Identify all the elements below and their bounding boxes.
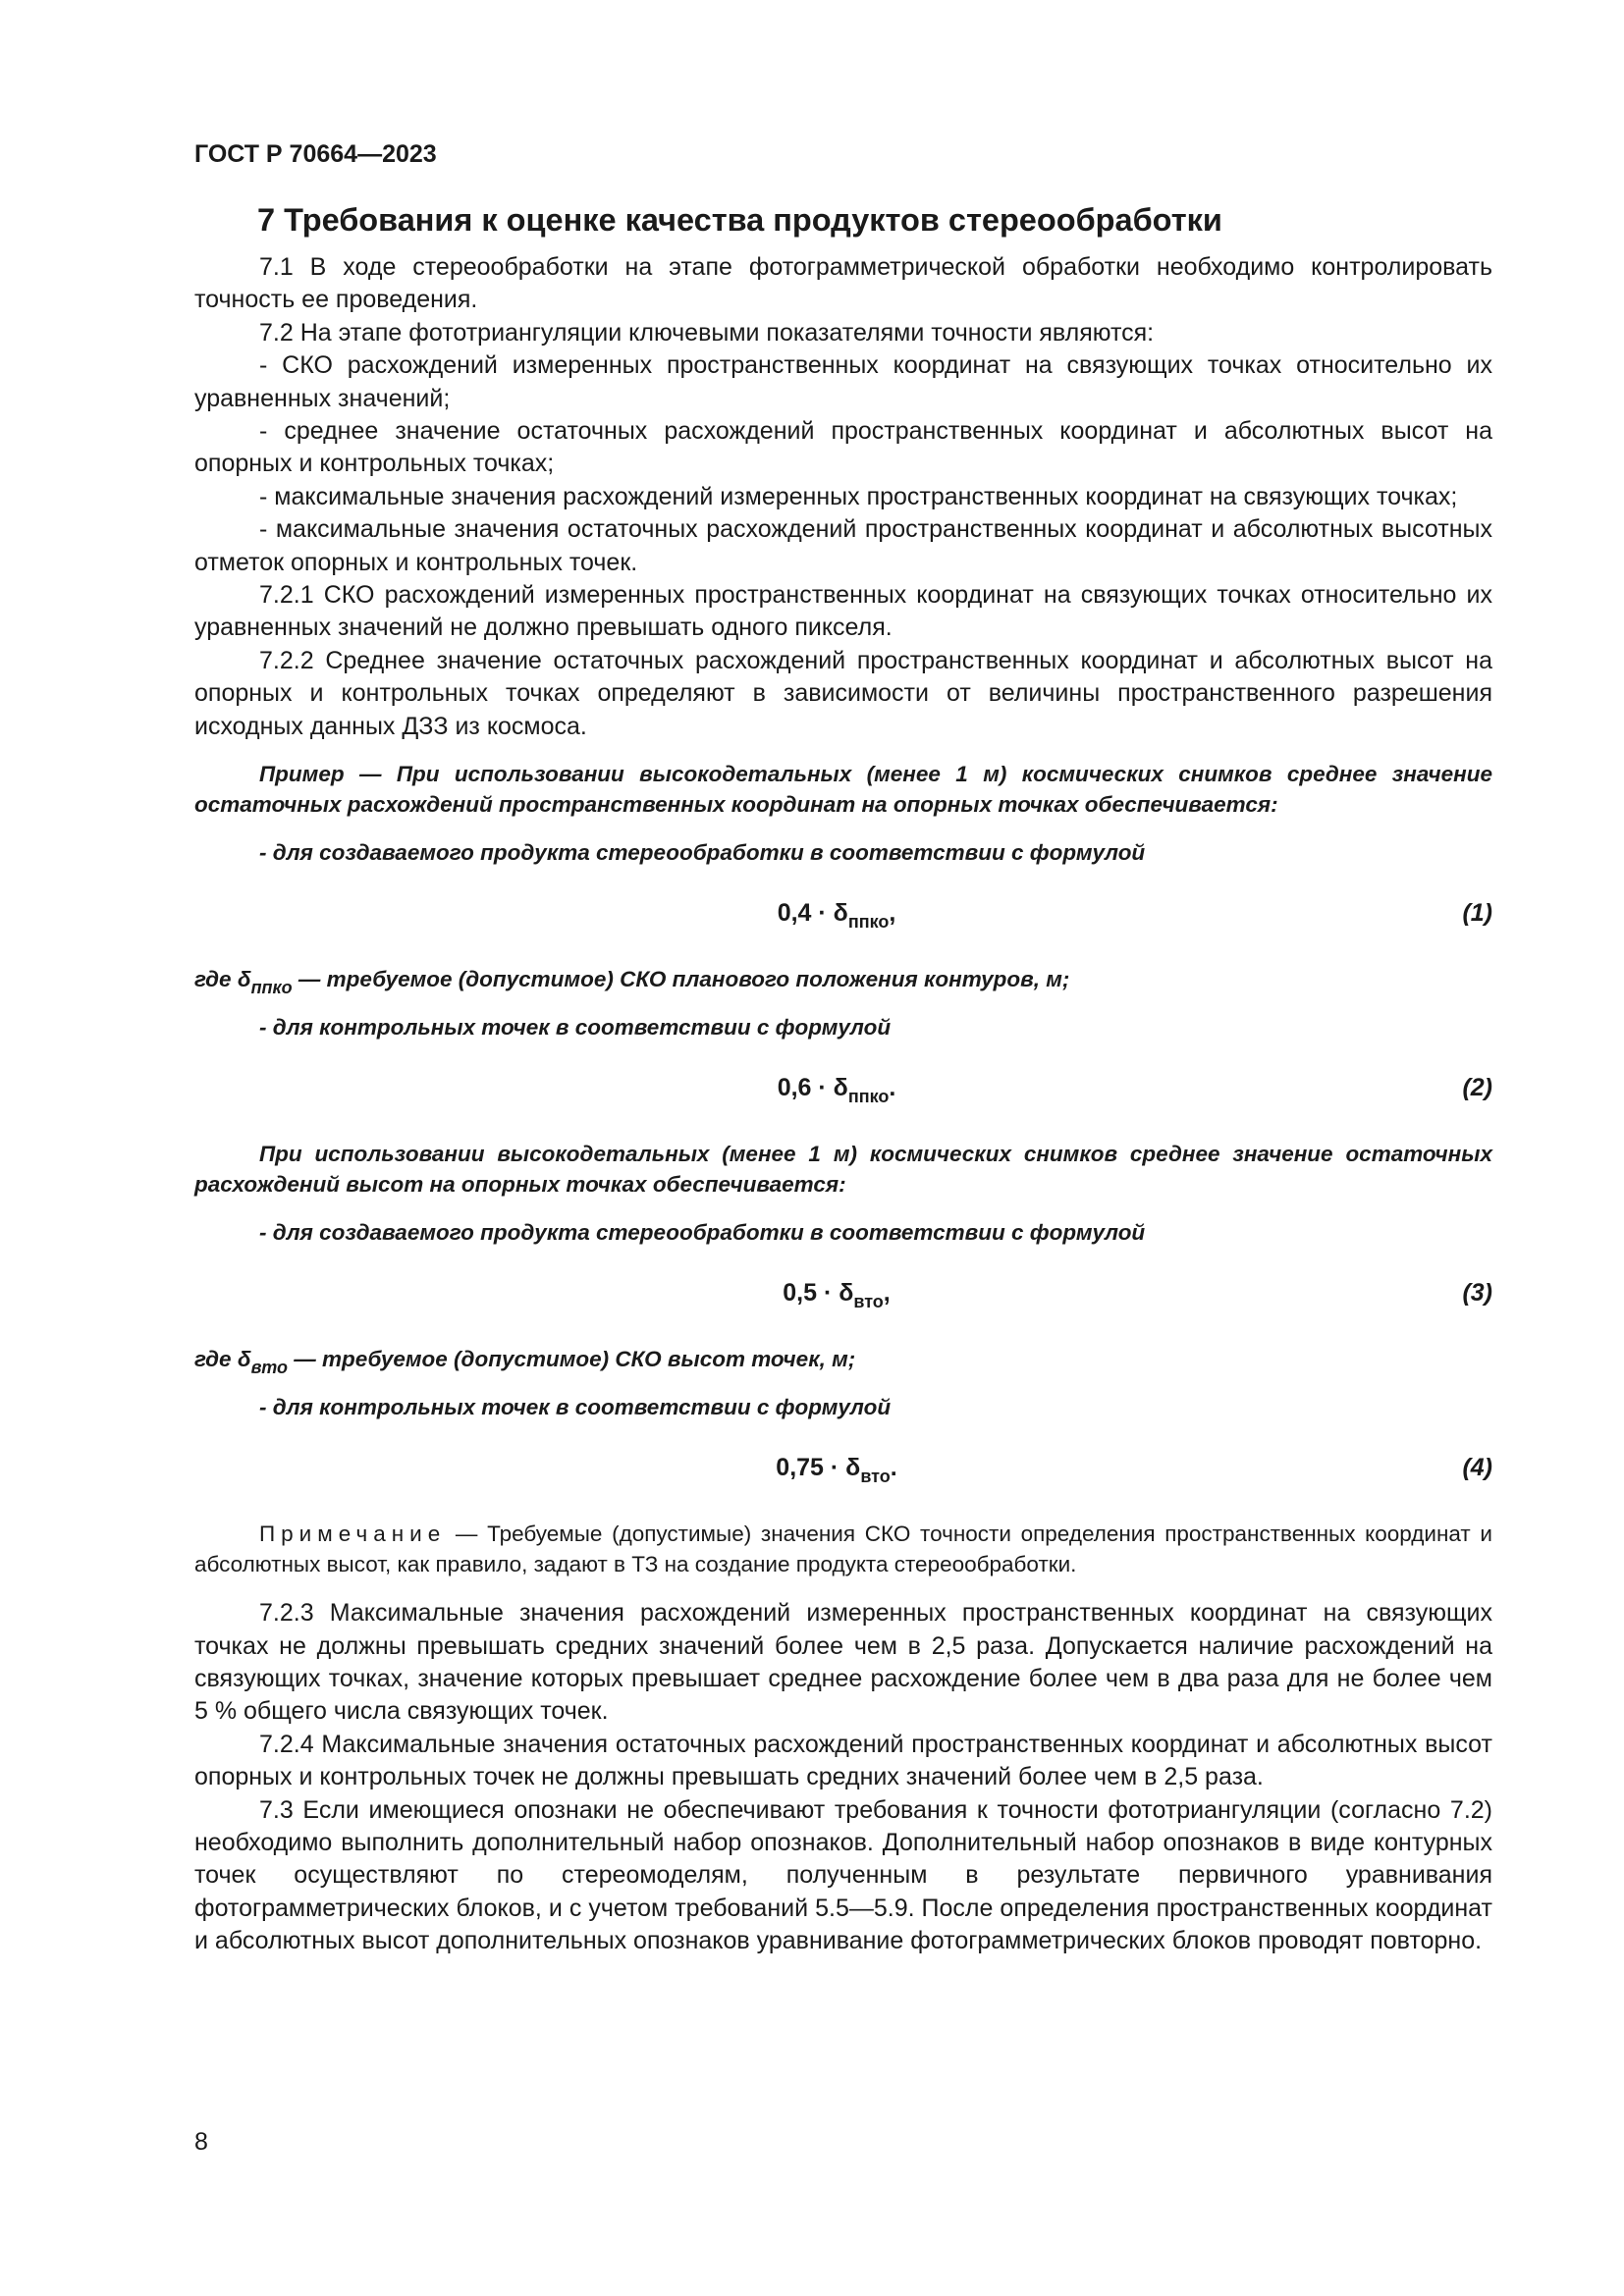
formula-3-end: , [883, 1279, 891, 1308]
note [194, 1519, 1492, 1579]
bullet-item: - максимальные значения остаточных расхождений пространственных координат и абсолютных высотных отметок опорных и контрольных точек. [194, 515, 1492, 576]
formula-1-number: (1) [1462, 899, 1492, 928]
paragraph-7-2-1: 7.2.1 СКО расхождений измеренных пространственных координат на связующих точках относительно их уравненных значений не должно превышать одного пикселя. [194, 581, 1492, 642]
paragraph-7-2: 7.2 На этапе фототриангуляции ключевыми показателями точности являются: [259, 318, 1155, 347]
formula-1-subscript: ппко [847, 912, 890, 933]
formula-2-subscript: ппко [847, 1087, 890, 1107]
formula-4-end: . [890, 1454, 897, 1482]
formula-2 [194, 1074, 1492, 1107]
paragraph-7-2-2: 7.2.2 Среднее значение остаточных расхождений пространственных координат и абсолютных высот на опорных и контрольных точках определяют в зависимости от величины пространственного разрешения исходных данных ДЗЗ из космоса. [194, 646, 1492, 740]
formula-1-end: , [889, 899, 896, 928]
paragraph-7-3: 7.3 Если имеющиеся опознаки не обеспечивают требования к точности фототриангуляции (согласно 7.2) необходимо выполнить дополнительный набор опознаков. Дополнительный набор опознаков в виде контурных точек осуществляют по стереомоделям, полученным в результате первичного уравнивания фотограмметрических блоков, и с учетом требований 5.5—5.9. После определения пространственных координат и абсолютных высот дополнительных опознаков уравнивание фотограмметрических блоков проводят повторно. [194, 1795, 1492, 1955]
example-item-control: - для контрольных точек в соответствии с формулой [259, 1015, 892, 1041]
example-item-product-2: - для создаваемого продукта стереообработки в соответствии с формулой [259, 1220, 1146, 1246]
page-number: 8 [194, 2128, 208, 2156]
formula-3-subscript: вто [853, 1292, 884, 1312]
bullet-item: - максимальные значения расхождений измеренных пространственных координат на связующих точках; [259, 482, 1458, 510]
formula-3-number: (3) [1462, 1279, 1492, 1308]
paragraph-7-1: 7.1 В ходе стереообработки на этапе фотограмметрической обработки необходимо контролировать точность ее проведения. [194, 253, 1492, 314]
formula-4-number: (4) [1462, 1454, 1492, 1482]
example-intro-2: При использовании высокодетальных (менее 1 м) космических снимков среднее значение остаточных расхождений высот на опорных точках обеспечивается: [194, 1142, 1492, 1198]
example-item-product: - для создаваемого продукта стереообработки в соответствии с формулой [259, 840, 1146, 866]
formula-1 [194, 899, 1492, 933]
paragraph-7-2-4: 7.2.4 Максимальные значения остаточных расхождений пространственных координат и абсолютных высот опорных и контрольных точек не должны превышать средних значений более чем в 2,5 раза. [194, 1730, 1492, 1791]
where-definition-1: где $\delta_{ппко}$ — требуемое (допустимое) СКО планового положения контуров, м; [194, 967, 1070, 998]
formula-4-coef: 0,75 · δ [776, 1454, 861, 1482]
formula-1-coef: 0,4 · δ [777, 899, 848, 928]
formula-2-number: (2) [1462, 1074, 1492, 1102]
note-label: Примечание [259, 1522, 447, 1547]
example-item-control-2: - для контрольных точек в соответствии с формулой [259, 1395, 892, 1420]
paragraph-7-2-3: 7.2.3 Максимальные значения расхождений измеренных пространственных координат на связующих точках не должны превышать средних значений более чем в 2,5 раза. Допускается наличие расхождений на связующих точках, значение которых превышает среднее расхождение более чем в два раза для не более чем 5 % общего числа связующих точек. [194, 1599, 1492, 1726]
where-definition-2: где $\delta_{вто}$ — требуемое (допустимое) СКО высот точек, м; [194, 1347, 856, 1378]
bullet-item: - среднее значение остаточных расхождений пространственных координат и абсолютных высот на опорных и контрольных точках; [194, 417, 1492, 478]
formula-3-coef: 0,5 · δ [783, 1279, 854, 1308]
formula-4 [194, 1454, 1492, 1487]
section-title: 7 Требования к оценке качества продуктов стереообработки [257, 202, 1222, 238]
bullet-item: - СКО расхождений измеренных пространственных координат на связующих точках относительно их уравненных значений; [194, 351, 1492, 412]
formula-2-coef: 0,6 · δ [777, 1074, 848, 1102]
standard-header: ГОСТ Р 70664—2023 [194, 140, 437, 168]
document-page [194, 137, 1492, 1958]
example-intro: Пример — При использовании высокодетальных (менее 1 м) космических снимков среднее значение остаточных расхождений пространственных координат на опорных точках обеспечивается: [194, 762, 1492, 818]
formula-2-end: . [889, 1074, 896, 1102]
formula-4-subscript: вто [860, 1467, 891, 1487]
formula-3 [194, 1279, 1492, 1312]
note-text: — Требуемые (допустимые) значения СКО точности определения пространственных координат и абсолютных высот, как правило, задают в ТЗ на создание продукта стереообработки. [194, 1522, 1492, 1577]
